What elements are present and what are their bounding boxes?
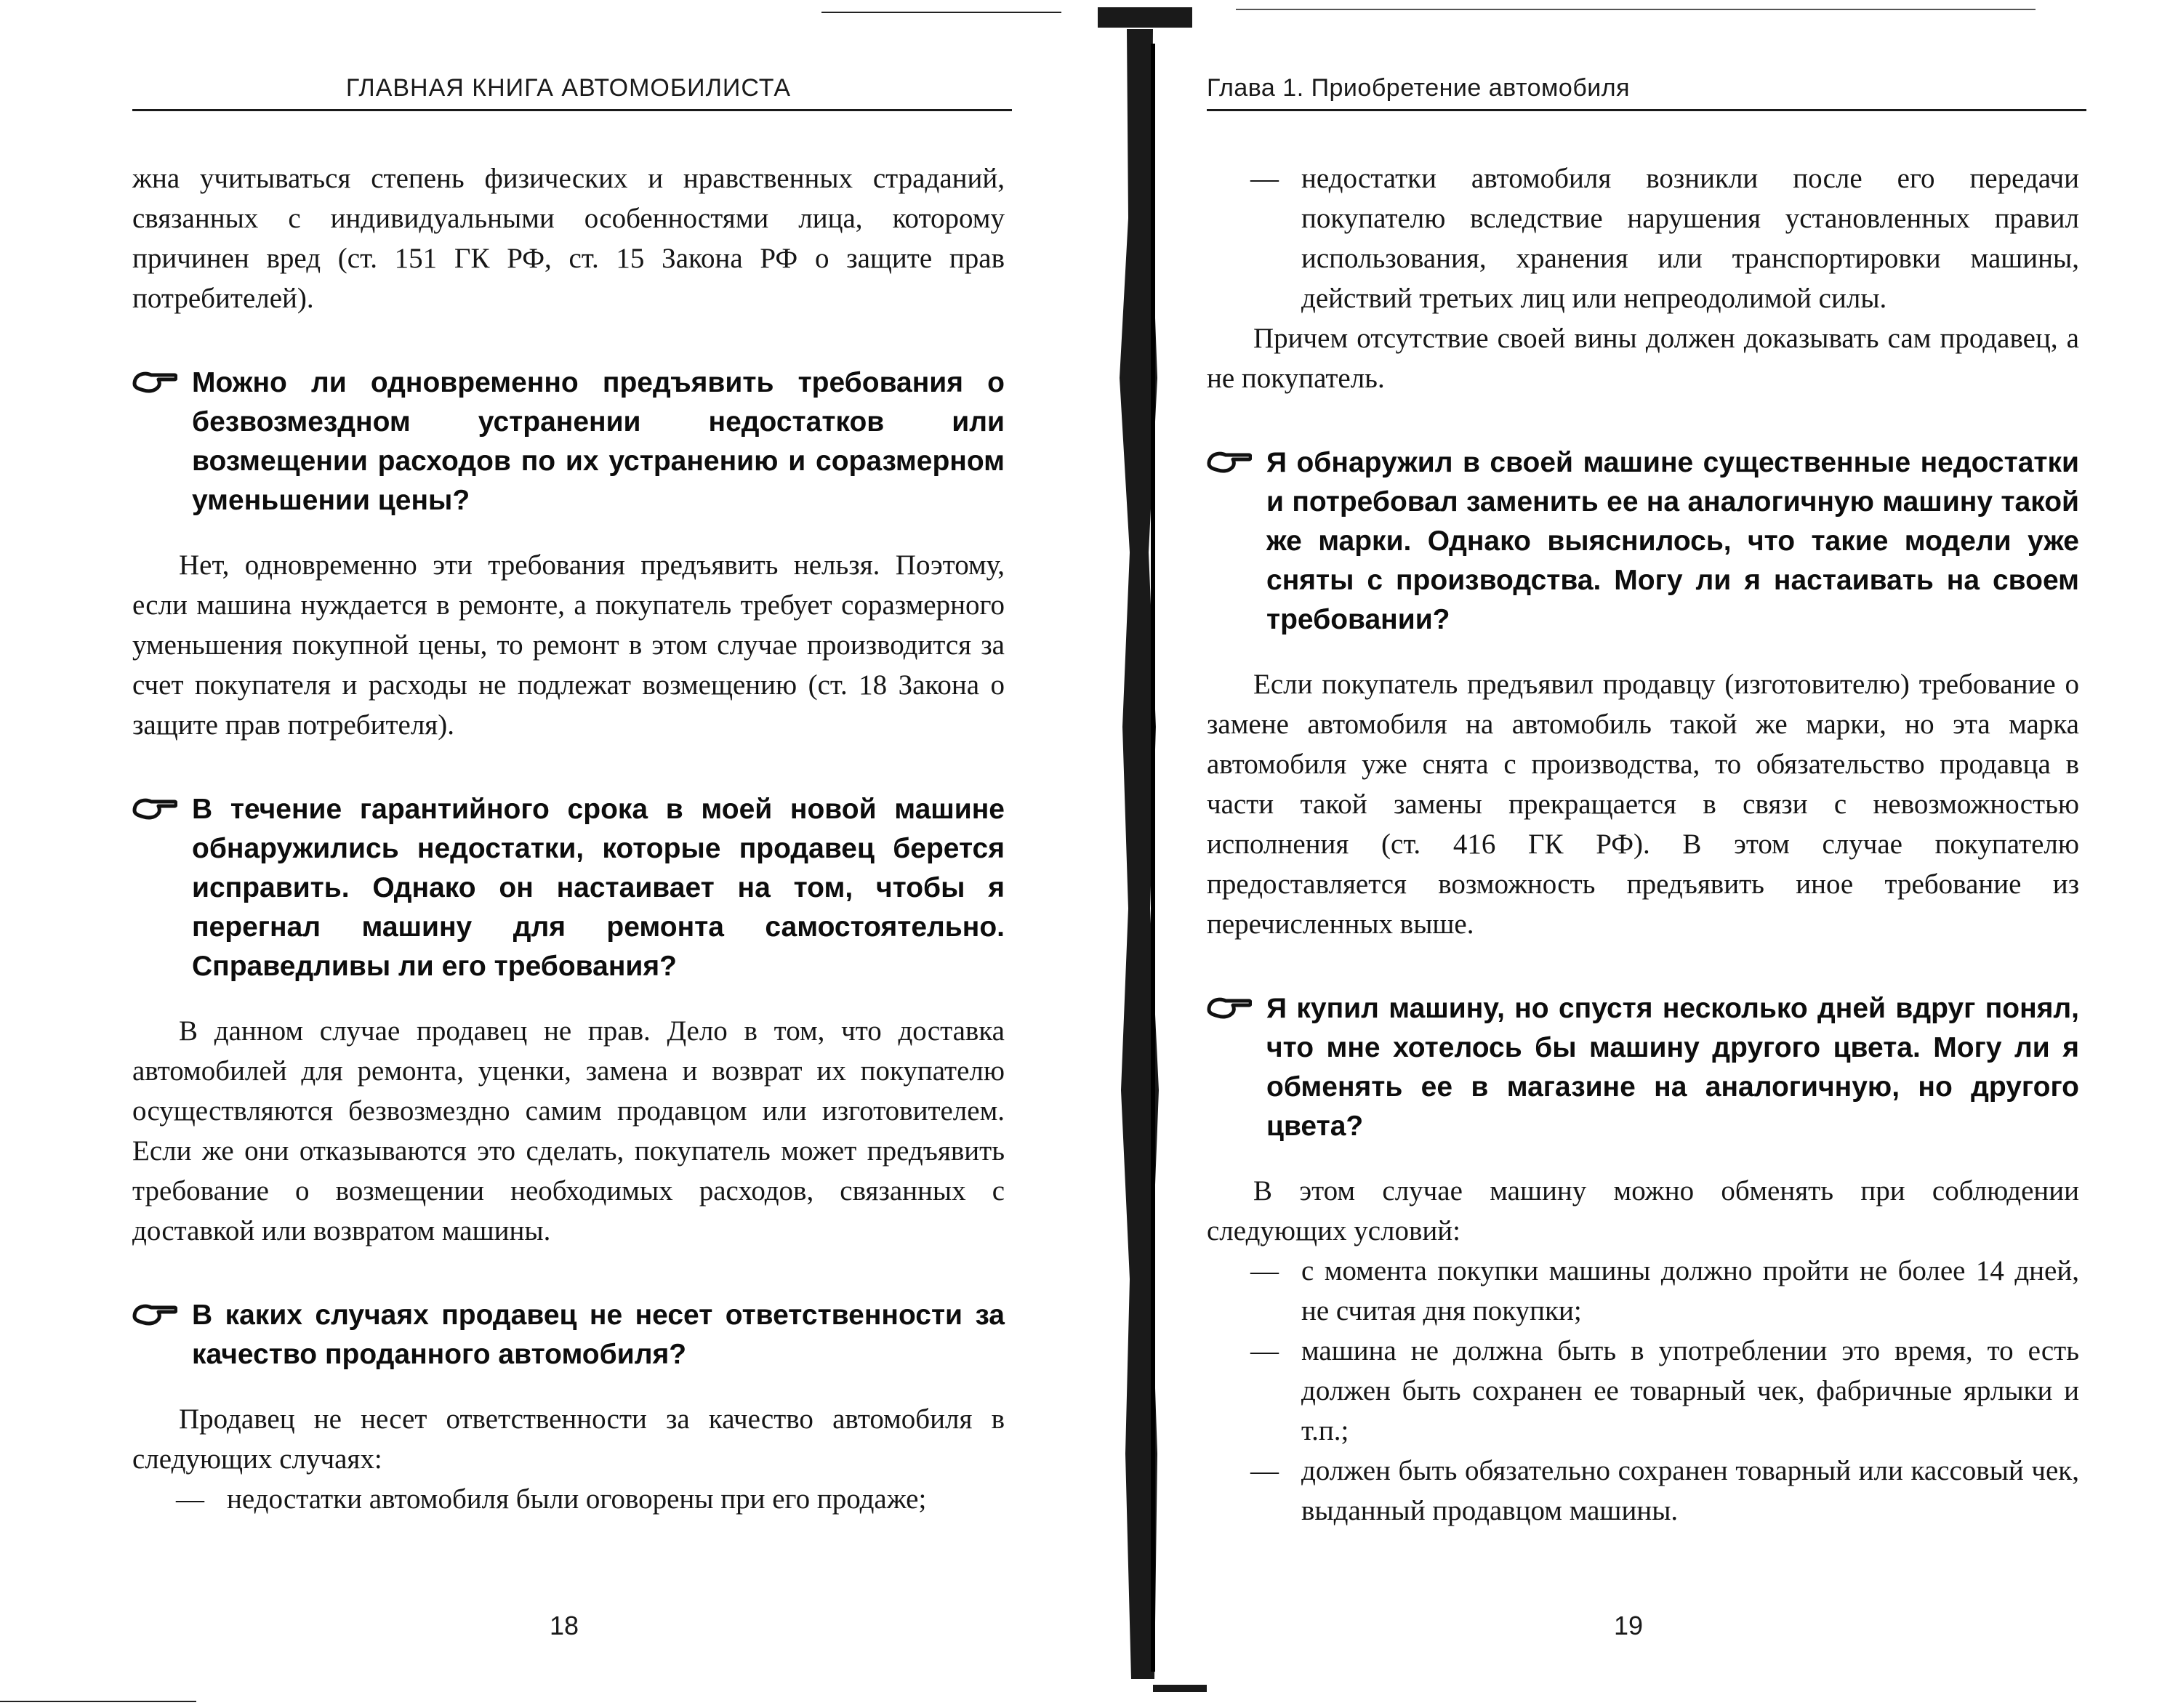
list-item-text: должен быть обязательно сохранен товарный или кассовый чек, выданный продавцом машины. xyxy=(1301,1455,2079,1526)
list-item-text: машина не должна быть в употреблении это время, то есть должен быть сохранен ее товарный чек, фабричные ярлыки и т.п.; xyxy=(1301,1335,2079,1446)
question-text: Я купил машину, но спустя несколько дней вдруг понял, что мне хотелось бы машину другого цвета. Могу ли я обменять ее в магазине на аналогичную, но другого цвета? xyxy=(1266,993,2079,1142)
page-number: 19 xyxy=(1613,1611,1644,1640)
question-text: В каких случаях продавец не несет ответственности за качество проданного автомобиля? xyxy=(192,1300,1005,1370)
list-item xyxy=(1250,1451,2079,1531)
list-item-text: недостатки автомобиля возникли после его передачи покупателю вследствие нарушения установленных правил использования, хранения или транспортировки машины, действий третьих лиц или непреодолимой силы. xyxy=(1301,163,2079,314)
answer-paragraph: В этом случае машину можно обменять при соблюдении следующих условий: xyxy=(1207,1175,2079,1246)
condition-list xyxy=(132,1479,1005,1519)
right-text-column xyxy=(1207,158,2079,1531)
answer-paragraph: Причем отсутствие своей вины должен доказывать сам продавец, а не покупатель. xyxy=(1207,323,2079,394)
list-dash: — xyxy=(1250,163,1279,194)
intro-paragraph: жна учитываться степень физических и нравственных страданий, связанных с индивидуальными особенностями лица, которому причинен вред (ст. 151 ГК РФ, ст. 15 Закона РФ о защите прав потребителей). xyxy=(132,163,1005,314)
question-text: Я обнаружил в своей машине существенные недостатки и потребовал заменить ее на аналогичную машину такой же марки. Однако выяснилось, что такие модели уже сняты с производства. Могу ли я настаивать на своем требовании? xyxy=(1266,447,2079,635)
pointing-hand-icon xyxy=(1207,448,1252,477)
question-heading xyxy=(132,790,1005,986)
answer-paragraph: Если покупатель предъявил продавцу (изготовителю) требование о замене автомобиля на автомобиль такой же марки, но эта марка автомобиля уже снята с производства, то обязательство продавца в части такой замены прекращается в связи с невозможностью исполнения (ст. 416 ГК РФ). В этом случае покупателю предоставляется возможность предъявить иное требование из перечисленных выше. xyxy=(1207,669,2079,940)
answer-paragraph: Нет, одновременно эти требования предъявить нельзя. Поэтому, если машина нуждается в ремонте, а покупатель требует соразмерного уменьшения покупной цены, то ремонт в этом случае производится за счет покупателя и расходы не подлежат возмещению (ст. 18 Закона о защите прав потребителя). xyxy=(132,549,1005,741)
list-dash: — xyxy=(176,1483,204,1515)
question-heading xyxy=(132,1296,1005,1374)
list-item xyxy=(176,1479,1005,1519)
pointing-hand-icon xyxy=(1207,994,1252,1023)
pointing-hand-icon xyxy=(132,1300,177,1329)
list-item-text: недостатки автомобиля были оговорены при его продаже; xyxy=(227,1483,927,1515)
scan-edge-line xyxy=(1236,9,2036,10)
list-dash: — xyxy=(1250,1455,1279,1486)
condition-list xyxy=(1207,158,2079,318)
list-dash: — xyxy=(1250,1255,1279,1286)
list-item-text: с момента покупки машины должно пройти не более 14 дней, не считая дня покупки; xyxy=(1301,1255,2079,1326)
pointing-hand-icon xyxy=(132,794,177,823)
right-page xyxy=(1090,0,2178,1708)
scan-edge-line xyxy=(0,1701,196,1702)
list-item xyxy=(1250,1331,2079,1451)
header-rule xyxy=(1207,109,2086,111)
question-heading xyxy=(132,363,1005,520)
question-heading xyxy=(1207,443,2079,640)
answer-paragraph: Продавец не несет ответственности за качество автомобиля в следующих случаях: xyxy=(132,1403,1005,1475)
page-number: 18 xyxy=(549,1611,579,1640)
list-item xyxy=(1250,1251,2079,1331)
question-heading xyxy=(1207,989,2079,1146)
answer-paragraph: В данном случае продавец не прав. Дело в том, что доставка автомобилей для ремонта, уценки, замена и возврат их покупателю осуществляются безвозмездно самим продавцом или изготовителем. Если же они отказываются это сделать, покупатель может предъявить требование о возмещении необходимых расходов, связанных с доставкой или возвратом машины. xyxy=(132,1015,1005,1246)
condition-list xyxy=(1207,1251,2079,1531)
list-item xyxy=(1250,158,2079,318)
list-dash: — xyxy=(1250,1335,1279,1366)
left-text-column xyxy=(132,158,1005,1519)
pointing-hand-icon xyxy=(132,368,177,397)
question-text: Можно ли одновременно предъявить требования о безвозмездном устранении недостатков или возмещении расходов по их устранению и соразмерном уменьшении цены? xyxy=(192,367,1005,516)
running-head: Глава 1. Приобретение автомобиля xyxy=(1207,74,1631,102)
question-text: В течение гарантийного срока в моей новой машине обнаружились недостатки, которые продавец берется исправить. Однако он настаивает на том, чтобы я перегнал машину для ремонта самостоятельно. Справедливы ли его требования? xyxy=(192,794,1005,982)
running-head: ГЛАВНАЯ КНИГА АВТОМОБИЛИСТА xyxy=(345,74,792,102)
scan-edge-line xyxy=(821,12,1061,13)
header-rule xyxy=(132,109,1012,111)
